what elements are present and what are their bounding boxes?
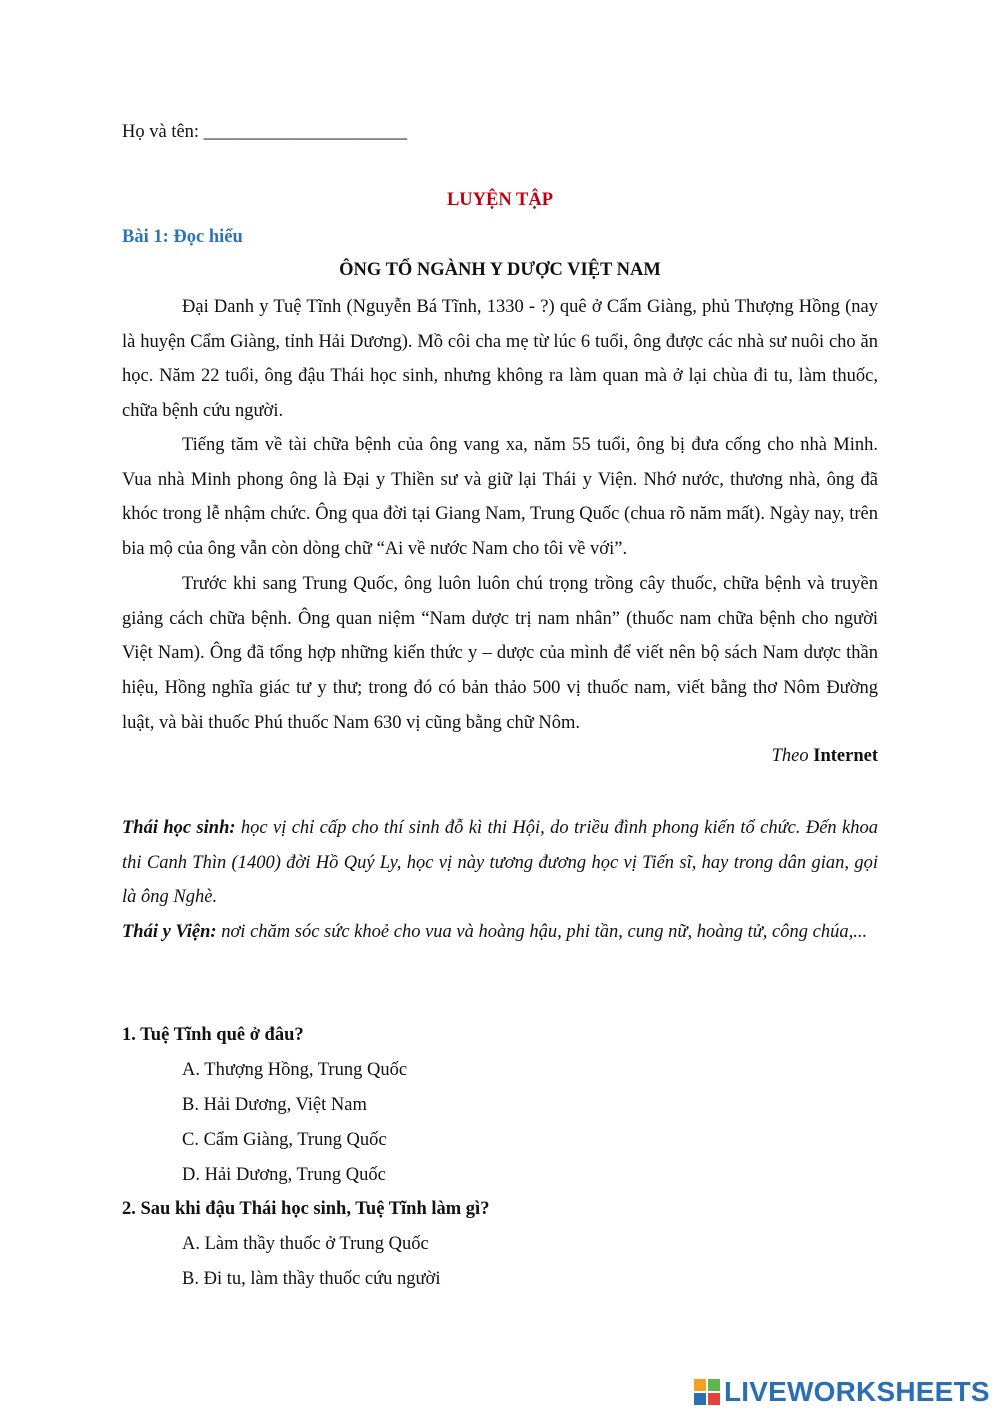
liveworksheets-logo-icon xyxy=(694,1379,720,1405)
glossary-entry xyxy=(122,915,878,950)
glossary-term: Thái y Viện: xyxy=(122,922,217,942)
liveworksheets-logo xyxy=(694,1374,990,1410)
article-title: ÔNG TỔ NGÀNH Y DƯỢC VIỆT NAM xyxy=(339,260,661,280)
article-source xyxy=(772,746,878,767)
liveworksheets-logo-text: LIVEWORKSHEETS xyxy=(724,1376,990,1407)
exercise-label: Bài 1: Đọc hiểu xyxy=(122,227,243,247)
question-2-option-b[interactable]: B. Đi tu, làm thầy thuốc cứu người xyxy=(182,1269,441,1289)
glossary-definition: nơi chăm sóc sức khoẻ cho vua và hoàng hậu, phi tần, cung nữ, hoàng tử, công chúa,... xyxy=(221,922,868,942)
student-name-line: Họ và tên: ______________________ xyxy=(122,122,408,142)
question-1: 1. Tuệ Tĩnh quê ở đâu? xyxy=(122,1025,304,1045)
question-2: 2. Sau khi đậu Thái học sinh, Tuệ Tĩnh làm gì? xyxy=(122,1199,490,1219)
article-paragraph-2: Tiếng tăm về tài chữa bệnh của ông vang xa, năm 55 tuổi, ông bị đưa cống cho nhà Minh. Vua nhà Minh phong ông là Đại y Thiền sư và giữ lại Thái y Viện. Nhớ nước, thương nhà, ông đã khóc trong lễ nhậm chức. Ông qua đời tại Giang Nam, Trung Quốc (chua rõ năm mất). Ngày nay, trên bia mộ của ông vẫn còn dòng chữ “Ai về nước Nam cho tôi về với”. xyxy=(122,435,878,560)
article-paragraph-1: Đại Danh y Tuệ Tĩnh (Nguyễn Bá Tĩnh, 1330 - ?) quê ở Cẩm Giàng, phủ Thượng Hồng (nay là huyện Cẩm Giàng, tỉnh Hải Dương). Mồ côi cha mẹ từ lúc 6 tuổi, ông được các nhà sư nuôi cho ăn học. Năm 22 tuổi, ông đậu Thái học sinh, nhưng không ra làm quan mà ở lại chùa đi tu, làm thuốc, chữa bệnh cứu người. xyxy=(122,297,878,422)
question-1-option-c[interactable]: C. Cẩm Giàng, Trung Quốc xyxy=(182,1130,387,1150)
glossary-term: Thái học sinh: xyxy=(122,818,236,838)
glossary-entry xyxy=(122,811,878,915)
glossary-definition: học vị chỉ cấp cho thí sinh đỗ kì thi Hội, do triều đình phong kiến tổ chức. Đến khoa thi Canh Thìn (1400) đời Hồ Quý Ly, học vị này tương đương học vị Tiến sĩ, hay trong dân gian, gọi là ông Nghè. xyxy=(122,818,879,908)
question-1-option-a[interactable]: A. Thượng Hồng, Trung Quốc xyxy=(182,1060,408,1080)
source-prefix: Theo xyxy=(771,746,809,766)
question-1-option-b[interactable]: B. Hải Dương, Việt Nam xyxy=(182,1095,367,1115)
source-name: Internet xyxy=(813,746,878,766)
page-title: LUYỆN TẬP xyxy=(446,190,554,210)
question-2-option-a[interactable]: A. Làm thầy thuốc ở Trung Quốc xyxy=(182,1234,429,1254)
question-1-option-d[interactable]: D. Hải Dương, Trung Quốc xyxy=(182,1165,386,1185)
article-paragraph-3: Trước khi sang Trung Quốc, ông luôn luôn chú trọng trồng cây thuốc, chữa bệnh và truyền giảng cách chữa bệnh. Ông quan niệm “Nam dược trị nam nhân” (thuốc nam chữa bệnh cho người Việt Nam). Ông đã tổng hợp những kiến thức y – dược của mình để viết nên bộ sách Nam dược thần hiệu, Hồng nghĩa giác tư y thư; trong đó có bản thảo 500 vị thuốc nam, viết bằng thơ Nôm Đường luật, và bài thuốc Phú thuốc Nam 630 vị cũng bằng chữ Nôm. xyxy=(122,574,878,733)
